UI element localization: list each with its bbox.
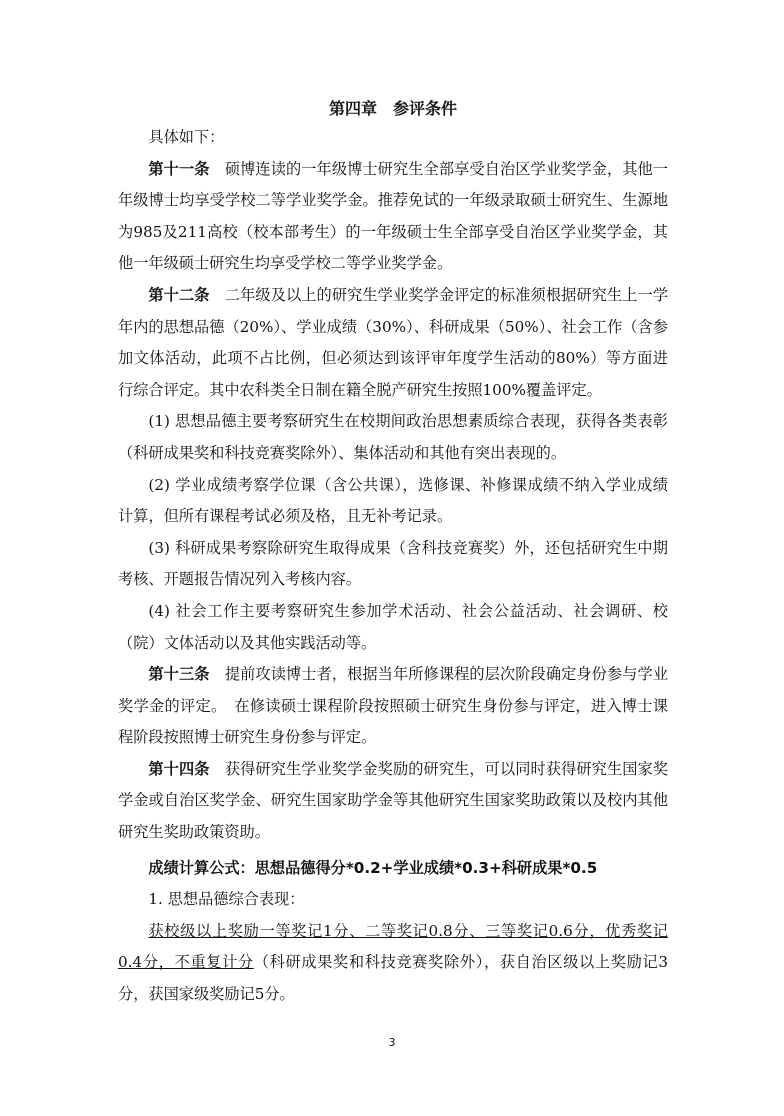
- page-number: 3: [388, 1036, 396, 1049]
- article-11: [118, 154, 668, 280]
- article-14-label: 第十四条: [148, 759, 210, 778]
- sub-item-1-rest: （科研成果奖和科技竞赛奖除外），获自治区级以上奖励记3分，获国家级奖励记5分。: [118, 953, 668, 1004]
- article-14-text: 获得研究生学业奖学金奖励的研究生，可以同时获得研究生国家奖学金或自治区奖学金、研究生国家助学金等其他研究生国家奖助政策以及校内其他研究生奖助政策资助。: [118, 759, 669, 842]
- sub-item-1-heading: 1. 思想品德综合表现：: [148, 890, 305, 909]
- intro-text: 具体如下：: [148, 128, 225, 146]
- article-13-label: 第十三条: [148, 665, 210, 684]
- document-page: [118, 96, 668, 1011]
- chapter-title: 第四章 参评条件: [328, 99, 457, 118]
- article-13: [118, 659, 668, 754]
- article-11-text: 硕博连读的一年级博士研究生全部享受自治区学业奖学金，其他一年级博士均享受学校二等学业奖学金。推荐免试的一年级录取硕士研究生、生源地为985及211高校（校本部考生）的一年级硕士生全部享受自治区学业奖学金，其他一年级硕士研究生均享受学校二等学业奖学金。: [118, 159, 669, 273]
- item-1: (1) 思想品德主要考察研究生在校期间政治思想素质综合表现，获得各类表彰（科研成果奖和科技竞赛奖除外）、集体活动和其他有突出表现的。: [118, 412, 668, 462]
- item-4: (4) 社会工作主要考察研究生参加学术活动、社会公益活动、社会调研、校（院）文体活动以及其他实践活动等。: [118, 601, 668, 652]
- formula-heading: 成绩计算公式：思想品德得分*0.2+学业成绩*0.3+科研成果*0.5: [148, 858, 598, 877]
- sub-item-1-text: [118, 916, 668, 1011]
- article-12-text: 二年级及以上的研究生学业奖学金评定的标准须根据研究生上一学年内的思想品德（20%）、学业成绩（30%）、科研成果（50%）、社会工作（含参加文体活动，此项不占比例，但必须达到该评审年度学生活动的80%）等方面进行综合评定。其中农科类全日制在籍全脱产研究生按照100%覆盖评定。: [118, 285, 669, 399]
- article-12: [118, 280, 668, 406]
- item-2: (2) 学业成绩考察学位课（含公共课），选修课、补修课成绩不纳入学业成绩计算，但所有课程考试必须及格，且无补考记录。: [118, 475, 668, 526]
- article-11-label: 第十一条: [148, 159, 210, 178]
- article-14: [118, 754, 668, 849]
- article-12-label: 第十二条: [148, 285, 210, 304]
- article-13-text: 提前攻读博士者，根据当年所修课程的层次阶段确定身份参与学业奖学金的评定。 在修读硕士课程阶段按照硕士研究生身份参与评定，进入博士课程阶段按照博士研究生身份参与评定。: [118, 665, 669, 747]
- item-3: (3) 科研成果考察除研究生取得成果（含科技竞赛奖）外，还包括研究生中期考核、开题报告情况列入考核内容。: [118, 538, 668, 589]
- sub-item-1-underlined: 获校级以上奖励一等奖记1分、二等奖记0.8分、三等奖记0.6分，优秀奖记0.4分，不重复计分: [118, 921, 668, 972]
